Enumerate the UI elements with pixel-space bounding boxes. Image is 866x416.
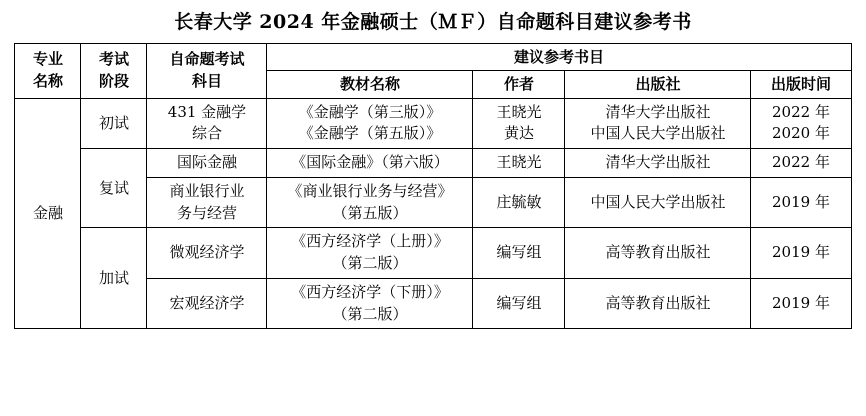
cell-major: 金融 [15, 98, 81, 329]
cell-subject-line: 国际金融 [176, 153, 237, 171]
column-header-major-line2: 名称 [32, 71, 63, 90]
cell-author-line: 编写组 [496, 243, 542, 262]
cell-press [565, 98, 751, 149]
cell-book-line: （第二版） [332, 254, 408, 272]
cell-author [473, 228, 565, 279]
cell-pub-date-line: 2019 年 [772, 243, 830, 262]
cell-pub-date [751, 177, 851, 228]
cell-subject [147, 149, 267, 178]
cell-stage: 初试 [81, 98, 147, 149]
column-header-reference-group: 建议参考书目 [267, 44, 851, 71]
column-header-major [15, 44, 81, 99]
cell-subject-line: 综合 [191, 124, 222, 143]
cell-book [267, 98, 473, 149]
cell-author-line: 编写组 [496, 293, 542, 312]
cell-press-line: 中国人民大学出版社 [590, 192, 726, 211]
cell-subject-line: 微观经济学 [169, 243, 245, 262]
cell-subject [147, 98, 267, 149]
cell-pub-date-line: 2020 年 [772, 124, 830, 143]
cell-pub-date [751, 228, 851, 279]
cell-book-line: （第五版） [332, 203, 408, 222]
column-header-subject-line2: 科目 [191, 71, 222, 90]
column-header-stage [81, 44, 147, 99]
column-header-subject [147, 44, 267, 99]
column-header-press: 出版社 [565, 71, 751, 98]
cell-press-line: 高等教育出版社 [605, 293, 711, 312]
cell-author-line: 王晓光 [496, 153, 542, 171]
cell-press [565, 278, 751, 329]
column-header-major-line1: 专业 [32, 50, 63, 68]
cell-pub-date [751, 98, 851, 149]
cell-book-line: 《商业银行业务与经营》 [287, 181, 453, 200]
cell-press [565, 149, 751, 178]
cell-subject [147, 177, 267, 228]
cell-pub-date [751, 278, 851, 329]
table-row [15, 149, 851, 178]
cell-press [565, 228, 751, 279]
column-header-author: 作者 [473, 71, 565, 98]
cell-book-line: 《西方经济学（上册）》 [291, 232, 449, 251]
cell-book [267, 228, 473, 279]
column-header-stage-line1: 考试 [98, 50, 129, 68]
cell-subject-line: 务与经营 [176, 203, 237, 222]
cell-author [473, 278, 565, 329]
column-header-book: 教材名称 [267, 71, 473, 98]
cell-author-line: 王晓光 [496, 102, 542, 121]
cell-press-line: 清华大学出版社 [605, 153, 711, 171]
cell-pub-date-line: 2022 年 [772, 102, 830, 121]
cell-book-line: 《金融学（第三版）》 [298, 102, 442, 121]
reference-books-table [14, 43, 851, 329]
cell-author-line: 黄达 [503, 124, 534, 143]
cell-book-line: （第二版） [332, 304, 408, 323]
column-header-stage-line2: 阶段 [98, 71, 129, 90]
table-row [15, 228, 851, 279]
cell-subject [147, 278, 267, 329]
table-row [15, 98, 851, 149]
table-header-row-1 [15, 44, 851, 71]
cell-press-line: 中国人民大学出版社 [590, 124, 726, 143]
cell-subject-line: 商业银行业 [169, 181, 245, 200]
page-title: 长春大学 2024 年金融硕士（ＭＦ）自命题科目建议参考书 [174, 11, 692, 33]
cell-pub-date-line: 2022 年 [772, 153, 830, 171]
cell-subject [147, 228, 267, 279]
cell-stage: 加试 [81, 228, 147, 329]
cell-stage: 复试 [81, 149, 147, 228]
cell-pub-date-line: 2019 年 [772, 293, 830, 312]
cell-pub-date [751, 149, 851, 178]
cell-book-line: 《西方经济学（下册）》 [291, 282, 449, 301]
cell-subject-line: 宏观经济学 [169, 293, 245, 312]
column-header-subject-line1: 自命题考试 [169, 50, 245, 68]
cell-pub-date-line: 2019 年 [772, 192, 830, 211]
cell-book [267, 177, 473, 228]
column-header-pub-date: 出版时间 [751, 71, 851, 98]
cell-press [565, 177, 751, 228]
cell-author [473, 149, 565, 178]
cell-press-line: 清华大学出版社 [605, 102, 711, 121]
cell-press-line: 高等教育出版社 [605, 243, 711, 262]
cell-author [473, 98, 565, 149]
cell-book [267, 278, 473, 329]
cell-book-line: 《金融学（第五版）》 [298, 124, 442, 143]
cell-author [473, 177, 565, 228]
cell-author-line: 庄毓敏 [496, 192, 542, 211]
cell-book-line: 《国际金融》（第六版） [291, 153, 449, 171]
cell-book [267, 149, 473, 178]
cell-subject-line: 431 金融学 [167, 102, 247, 121]
